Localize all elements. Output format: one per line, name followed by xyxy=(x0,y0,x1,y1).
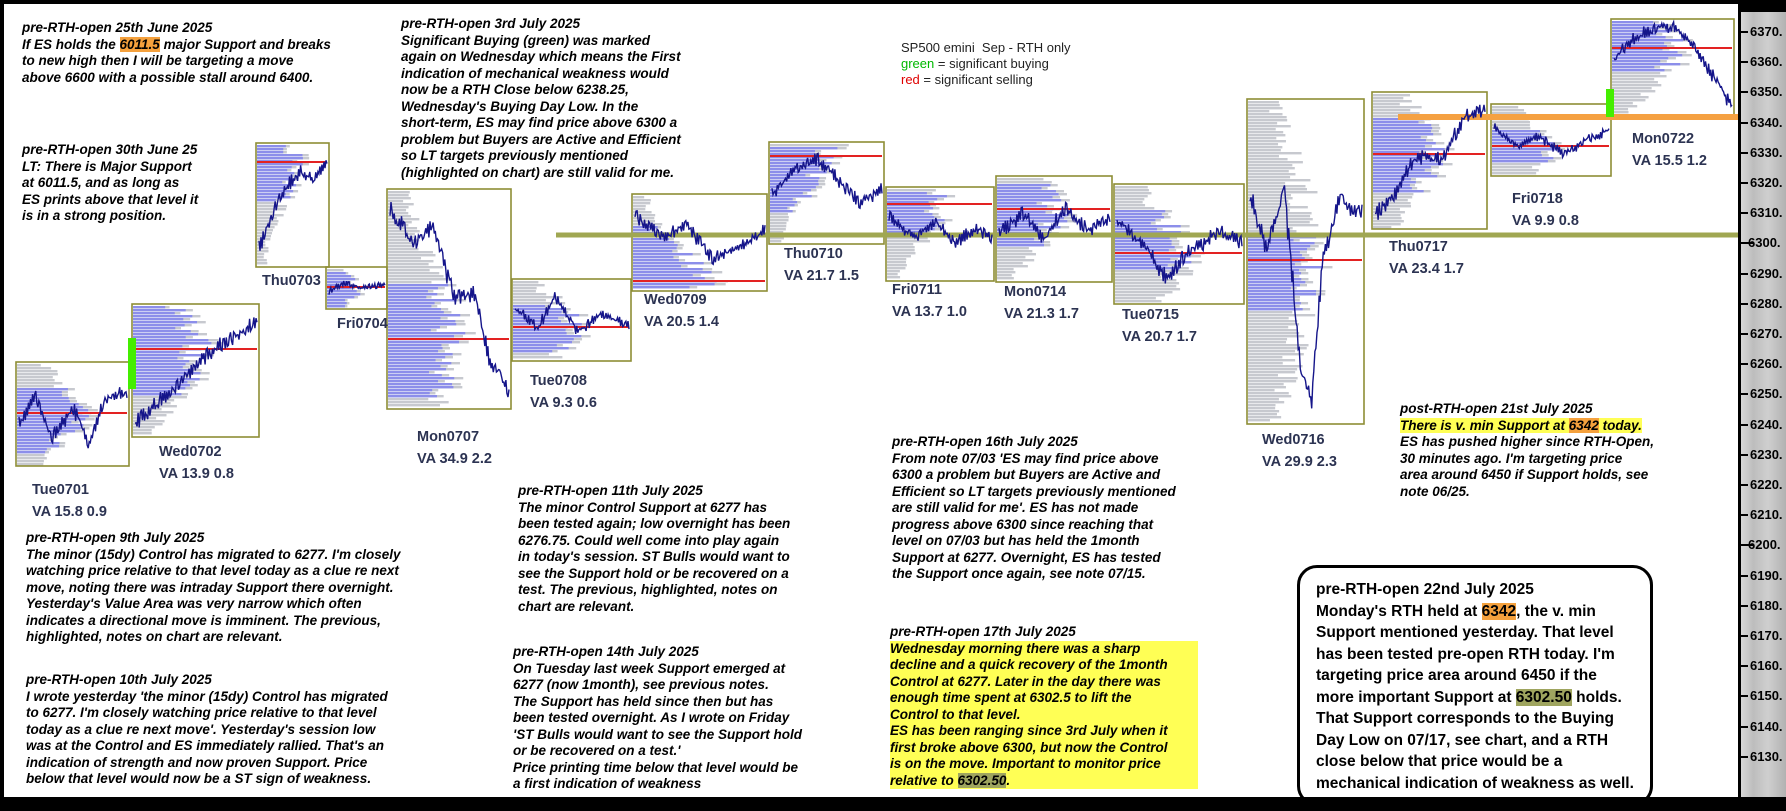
note-25-june-title: pre-RTH-open 25th June 2025 xyxy=(22,20,213,35)
day-label-Mon0722: Mon0722 xyxy=(1632,131,1695,147)
highlight-olive: 6302.50 xyxy=(1515,688,1572,706)
note-30-june-line xyxy=(22,208,198,225)
note-text: test. The previous, highlighted, notes on xyxy=(518,582,778,597)
profiles-layer xyxy=(16,19,1734,466)
note-10-july-line xyxy=(26,738,388,755)
note-text: in today's session. ST Bulls would want to xyxy=(518,549,790,564)
note-text: progress above 6300 since reaching that xyxy=(892,516,1154,532)
day-label-Tue0701: Tue0701 xyxy=(32,482,89,498)
note-11-july-line xyxy=(518,549,790,566)
note-3-july-line xyxy=(401,82,681,99)
note-22-july-line xyxy=(1316,644,1634,666)
note-11-july-line xyxy=(518,533,790,550)
tick-mark xyxy=(1741,303,1748,305)
tick-mark xyxy=(1741,454,1748,456)
note-16-july-line xyxy=(892,533,1176,550)
note-text: to 6277. I'm closely watching price relative to that level xyxy=(26,705,377,720)
note-text: below that level would now be a ST sign of weakness. xyxy=(26,771,372,786)
price-label: 6290. xyxy=(1750,265,1783,281)
note-text: Yesterday's Value Area was very narrow which often xyxy=(26,596,362,611)
note-21-july-line xyxy=(1400,467,1654,484)
note-text: mechanical indication of weakness as well. xyxy=(1316,774,1634,792)
highlight-olive: 6302.50 xyxy=(957,772,1007,788)
legend-text: = significant selling xyxy=(919,72,1033,87)
tick-mark xyxy=(1741,665,1748,667)
note-text: , the v. min xyxy=(1516,602,1596,620)
price-label: 6220. xyxy=(1750,477,1783,492)
tick-mark xyxy=(1741,273,1748,275)
note-9-july-line xyxy=(26,563,401,580)
note-text: close below that price would be a xyxy=(1316,753,1563,770)
price-label: 6320. xyxy=(1750,175,1783,190)
price-label: 6330. xyxy=(1750,144,1783,160)
tick-mark xyxy=(1741,575,1748,577)
note-11-july xyxy=(518,483,790,615)
note-9-july-title: pre-RTH-open 9th July 2025 xyxy=(26,530,205,545)
note-11-july-line xyxy=(518,566,790,583)
day-va-Tue0708: VA 9.3 0.6 xyxy=(530,395,597,411)
note-text: highlighted, notes on chart are relevant. xyxy=(26,629,283,644)
note-16-july-line xyxy=(892,451,1176,468)
price-label: 6260. xyxy=(1750,356,1783,372)
note-14-july-line xyxy=(513,694,802,711)
note-3-july-title: pre-RTH-open 3rd July 2025 xyxy=(401,16,581,31)
price-label: 6270. xyxy=(1750,326,1783,341)
day-va-Tue0715: VA 20.7 1.7 xyxy=(1122,329,1197,345)
note-11-july-line xyxy=(518,599,790,616)
note-text: area around 6450 if Support holds, see xyxy=(1400,467,1649,482)
note-text: ES prints above that level it xyxy=(22,191,199,207)
day-va-Fri0711: VA 13.7 1.0 xyxy=(892,304,967,320)
day-profile-Wed0716 xyxy=(1247,99,1364,424)
legend-term: green xyxy=(901,56,935,71)
day-label-Thu0703: Thu0703 xyxy=(262,273,321,289)
highlight-orange: 6011.5 xyxy=(119,36,160,52)
note-text: short-term, ES may find price above 6300 a xyxy=(401,115,678,130)
note-text: I wrote yesterday 'the minor (15dy) Control has migrated xyxy=(26,688,388,704)
note-22-july-title: pre-RTH-open 22nd July 2025 xyxy=(1316,581,1534,598)
price-label: 6190. xyxy=(1750,567,1783,583)
day-va-Fri0718: VA 9.9 0.8 xyxy=(1512,213,1579,229)
day-va-Thu0717: VA 23.4 1.7 xyxy=(1389,261,1464,277)
note-21-july xyxy=(1400,401,1654,500)
note-17-july-line xyxy=(890,690,1198,707)
tick-mark xyxy=(1741,424,1748,426)
note-text: Support at 6277. Overnight, ES has tested xyxy=(892,549,1161,565)
price-label: 6180. xyxy=(1750,597,1783,613)
note-text: a first indication of weakness xyxy=(513,776,702,791)
note-16-july-line xyxy=(892,467,1176,484)
day-profile-Thu0710 xyxy=(769,142,884,244)
note-text: If ES holds the xyxy=(22,36,120,52)
day-profile-Thu0703 xyxy=(256,143,329,267)
note-9-july-line xyxy=(26,613,401,630)
note-text: been tested again; low overnight has been xyxy=(518,516,791,531)
note-10-july-line xyxy=(26,771,388,788)
day-label-Tue0708: Tue0708 xyxy=(530,373,587,389)
tick-mark xyxy=(1741,605,1748,607)
note-text: From note 07/03 'ES may find price above xyxy=(892,450,1159,466)
note-text: been tested overnight. As I wrote on Friday xyxy=(513,710,790,725)
note-9-july xyxy=(26,530,401,646)
note-17-july-line xyxy=(890,723,1198,740)
note-text: major Support and breaks xyxy=(159,36,331,52)
note-text: again on Wednesday which means the First xyxy=(401,49,681,64)
note-22-july-line xyxy=(1316,601,1634,623)
note-text: On Tuesday last week Support emerged at xyxy=(513,660,786,676)
price-label: 6300. xyxy=(1748,235,1781,251)
price-axis[interactable] xyxy=(1741,4,1786,799)
day-label-Thu0710: Thu0710 xyxy=(784,246,843,262)
note-21-july-line xyxy=(1400,451,1654,468)
day-label-Fri0704: Fri0704 xyxy=(337,316,388,332)
note-10-july-line xyxy=(26,689,388,706)
note-text: or be recovered on a test.' xyxy=(513,743,681,758)
price-label: 6210. xyxy=(1750,507,1783,523)
note-text: The minor (15dy) Control has migrated to 6277. I'm closely xyxy=(26,546,401,562)
note-9-july-line xyxy=(26,629,401,646)
note-text: holds. xyxy=(1571,688,1622,706)
note-16-july-line xyxy=(892,484,1176,501)
note-30-june-title: pre-RTH-open 30th June 25 xyxy=(22,142,198,157)
note-14-july-line xyxy=(513,760,802,777)
note-text: note 06/25. xyxy=(1400,483,1470,499)
note-text: see the Support hold or be recovered on a xyxy=(518,565,789,581)
note-25-june-line xyxy=(22,53,331,70)
note-3-july-line xyxy=(401,115,681,132)
legend-item-red xyxy=(901,72,1071,88)
legend-text: = significant buying xyxy=(934,56,1049,71)
note-text: Significant Buying (green) was marked xyxy=(401,32,651,48)
price-label: 6240. xyxy=(1750,416,1783,432)
note-text: LT: There is Major Support xyxy=(22,158,192,174)
note-17-july-line xyxy=(890,641,1198,658)
price-label: 6360. xyxy=(1750,54,1783,70)
note-14-july-line xyxy=(513,743,802,760)
note-3-july-line xyxy=(401,99,681,116)
note-text: problem but Buyers are Active and Efficient xyxy=(401,131,681,147)
note-16-july-title: pre-RTH-open 16th July 2025 xyxy=(892,434,1078,449)
note-25-june-line xyxy=(22,37,331,54)
note-text: 6276.75. Could well come into play again xyxy=(518,532,780,548)
note-text: 'ST Bulls would want to see the Support hold xyxy=(513,726,802,742)
note-30-june-line xyxy=(22,192,198,209)
note-text: Wednesday's Buying Day Low. In the xyxy=(401,98,639,114)
legend-item-green xyxy=(901,56,1071,72)
legend-instrument: SP500 emini Sep - RTH only xyxy=(901,40,1071,55)
day-label-Wed0709: Wed0709 xyxy=(644,292,707,308)
note-text: That Support corresponds to the Buying xyxy=(1316,710,1614,727)
note-11-july-title: pre-RTH-open 11th July 2025 xyxy=(518,483,703,498)
note-text: Support mentioned yesterday. That level xyxy=(1316,624,1614,641)
note-text: has been tested pre-open RTH today. I'm xyxy=(1316,645,1615,663)
note-17-july-line xyxy=(890,707,1198,724)
note-17-july-highlighted-body xyxy=(890,641,1198,790)
note-17-july xyxy=(890,624,1198,789)
highlight-yellow: There is v. min Support at xyxy=(1400,417,1569,433)
note-text: more important Support at xyxy=(1316,688,1516,706)
note-3-july-line xyxy=(401,148,681,165)
day-va-Mon0722: VA 15.5 1.2 xyxy=(1632,153,1707,169)
note-30-june-line xyxy=(22,175,198,192)
day-label-Wed0716: Wed0716 xyxy=(1262,432,1325,448)
note-text: today as a clue re next move'. Yesterday's session low xyxy=(26,721,376,737)
note-text: relative to xyxy=(890,772,958,788)
price-label: 6280. xyxy=(1750,295,1783,311)
note-22-july-line xyxy=(1316,708,1634,730)
note-14-july-title: pre-RTH-open 14th July 2025 xyxy=(513,644,699,659)
note-text: ES has been ranging since 3rd July when it xyxy=(890,723,1168,738)
frame-border-bottom xyxy=(4,797,1786,811)
note-3-july xyxy=(401,16,681,181)
note-11-july-line xyxy=(518,582,790,599)
price-label: 6200. xyxy=(1748,537,1781,553)
note-text: indication of mechanical weakness would xyxy=(401,65,669,81)
tick-mark xyxy=(1741,152,1748,154)
tick-mark xyxy=(1741,182,1748,184)
day-va-Mon0714: VA 21.3 1.7 xyxy=(1004,306,1079,322)
note-text: The Support has held since then but has xyxy=(513,693,774,709)
tick-mark xyxy=(1741,635,1748,637)
note-16-july-line xyxy=(892,550,1176,567)
note-17-july-line xyxy=(890,657,1198,674)
day-label-Mon0707: Mon0707 xyxy=(417,429,480,445)
note-14-july-line xyxy=(513,710,802,727)
price-label: 6150. xyxy=(1750,688,1783,704)
note-22-july-line xyxy=(1316,665,1634,687)
note-22-july-line xyxy=(1316,622,1634,644)
note-25-june xyxy=(22,20,331,86)
note-text: the Support once again, see note 07/15. xyxy=(892,566,1146,581)
note-text: (highlighted on chart) are still valid for me. xyxy=(401,164,675,180)
note-text: Price printing time below that level would be xyxy=(513,759,799,775)
price-label: 6160. xyxy=(1750,658,1783,674)
price-label: 6230. xyxy=(1750,446,1783,462)
note-3-july-line xyxy=(401,132,681,149)
day-profile-Tue0715 xyxy=(1114,184,1244,304)
significant-buying-mark-Wed0702 xyxy=(128,338,136,389)
note-text: Control at 6277. Later in the day there was xyxy=(890,673,1161,689)
note-14-july-line xyxy=(513,661,802,678)
note-10-july-line xyxy=(26,755,388,772)
note-16-july-line xyxy=(892,566,1176,583)
note-21-july-line xyxy=(1400,484,1654,501)
day-profile-Thu0717 xyxy=(1372,92,1487,229)
highlight-orange: 6342 xyxy=(1481,602,1517,620)
note-text: 6300 a problem but Buyers are Active and xyxy=(892,467,1161,482)
highlight-orange: 6342 xyxy=(1568,417,1599,433)
note-17-july-line xyxy=(890,674,1198,691)
tick-mark xyxy=(1741,756,1748,758)
day-va-Wed0709: VA 20.5 1.4 xyxy=(644,314,719,330)
note-text: decline and a quick recovery of the 1month xyxy=(890,657,1168,672)
chart-legend xyxy=(901,40,1071,88)
price-label: 6250. xyxy=(1750,386,1783,402)
note-17-july-line xyxy=(890,756,1198,773)
note-text: Day Low on 07/17, see chart, and a RTH xyxy=(1316,731,1609,749)
note-text: indicates a directional move is imminent. The previous, xyxy=(26,612,381,628)
note-17-july-line xyxy=(890,740,1198,757)
note-9-july-line xyxy=(26,580,401,597)
price-label: 6340. xyxy=(1750,114,1783,130)
note-text: is on the move. Important to monitor price xyxy=(890,756,1161,771)
note-10-july-title: pre-RTH-open 10th July 2025 xyxy=(26,672,212,687)
note-text: Control to that level. xyxy=(890,706,1021,722)
note-3-july-line xyxy=(401,165,681,182)
day-profile-Mon0707 xyxy=(387,189,511,409)
note-25-june-line xyxy=(22,70,331,87)
tick-mark xyxy=(1741,333,1748,335)
note-22-july-line xyxy=(1316,773,1634,795)
tick-mark xyxy=(1741,91,1748,93)
note-11-july-line xyxy=(518,500,790,517)
note-10-july xyxy=(26,672,388,788)
note-text: enough time spent at 6302.5 to lift the xyxy=(890,690,1132,705)
tick-mark xyxy=(1741,212,1748,214)
price-label: 6370. xyxy=(1750,24,1783,39)
day-va-Wed0716: VA 29.9 2.3 xyxy=(1262,454,1337,470)
note-14-july-line xyxy=(513,677,802,694)
note-21-july-title: post-RTH-open 21st July 2025 xyxy=(1400,401,1593,416)
note-30-june-line xyxy=(22,159,198,176)
day-va-Tue0701: VA 15.8 0.9 xyxy=(32,504,107,520)
note-text: Wednesday morning there was a sharp xyxy=(890,640,1141,656)
note-14-july-line xyxy=(513,776,802,793)
note-text: Monday's RTH held at xyxy=(1316,602,1482,620)
day-label-Thu0717: Thu0717 xyxy=(1389,239,1448,255)
day-label-Mon0714: Mon0714 xyxy=(1004,284,1067,300)
significant-buying-mark-Mon0722 xyxy=(1606,89,1614,117)
legend-term: red xyxy=(901,72,920,87)
tick-mark xyxy=(1741,484,1748,486)
note-text: ES has pushed higher since RTH-Open, xyxy=(1400,434,1655,449)
note-14-july xyxy=(513,644,802,793)
day-profile-Mon0714 xyxy=(996,176,1112,282)
note-21-july-line xyxy=(1400,418,1654,435)
price-label: 6310. xyxy=(1750,205,1783,221)
note-text: are still valid for me'. ES has not made xyxy=(892,500,1139,515)
note-text: at 6011.5, and as long as xyxy=(22,175,180,190)
note-text: above 6600 with a possible stall around 6400. xyxy=(22,69,314,85)
price-label: 6350. xyxy=(1750,84,1783,100)
note-22-july-line xyxy=(1316,751,1634,773)
note-text: to new high then I will be targeting a move xyxy=(22,53,294,68)
note-3-july-line xyxy=(401,33,681,50)
note-11-july-line xyxy=(518,516,790,533)
note-text: . xyxy=(1006,772,1011,788)
note-10-july-line xyxy=(26,705,388,722)
day-va-Mon0707: VA 34.9 2.2 xyxy=(417,451,492,467)
highlight-yellow: today. xyxy=(1598,417,1642,433)
note-21-july-line xyxy=(1400,434,1654,451)
note-text: targeting price area around 6450 if the xyxy=(1316,667,1597,684)
note-text: is in a strong position. xyxy=(22,208,167,223)
note-text: move, noting there was intraday Support there overnight. xyxy=(26,579,394,595)
day-label-Fri0711: Fri0711 xyxy=(892,282,942,298)
note-text: Efficient so LT targets previously mentioned xyxy=(892,483,1176,499)
note-9-july-line xyxy=(26,547,401,564)
note-16-july-line xyxy=(892,517,1176,534)
note-text: was at the Control and ES immediately rallied. That's an xyxy=(26,738,385,753)
tick-mark xyxy=(1741,695,1748,697)
tick-mark xyxy=(1741,31,1748,33)
day-va-Wed0702: VA 13.9 0.8 xyxy=(159,466,234,482)
price-label: 6170. xyxy=(1750,628,1783,643)
tick-mark xyxy=(1741,514,1748,516)
note-text: now be a RTH Close below 6238.25, xyxy=(401,82,629,97)
note-3-july-line xyxy=(401,49,681,66)
note-22-july xyxy=(1297,565,1653,806)
day-label-Fri0718: Fri0718 xyxy=(1512,191,1563,207)
tick-mark xyxy=(1741,393,1748,395)
note-9-july-line xyxy=(26,596,401,613)
tick-mark xyxy=(1741,122,1748,124)
note-16-july xyxy=(892,434,1176,583)
note-text: The minor Control Support at 6277 has xyxy=(518,499,768,515)
price-label: 6140. xyxy=(1750,718,1783,734)
note-22-july-line xyxy=(1316,730,1634,752)
note-22-july-line xyxy=(1316,687,1634,709)
note-14-july-line xyxy=(513,727,802,744)
note-text: first broke above 6300, but now the Control xyxy=(890,739,1168,755)
day-profile-Mon0722 xyxy=(1611,19,1734,116)
note-text: level on 07/03 but has held the 1month xyxy=(892,533,1140,548)
day-va-Thu0710: VA 21.7 1.5 xyxy=(784,268,859,284)
note-3-july-line xyxy=(401,66,681,83)
day-label-Wed0702: Wed0702 xyxy=(159,444,222,460)
note-text: 6277 (now 1month), see previous notes. xyxy=(513,677,769,692)
note-30-june xyxy=(22,142,198,225)
note-text: 30 minutes ago. I'm targeting price xyxy=(1400,450,1623,466)
note-text: indication of strength and now proven Support. Price xyxy=(26,754,368,770)
price-label: 6130. xyxy=(1750,748,1783,764)
day-label-Tue0715: Tue0715 xyxy=(1122,307,1179,323)
tick-mark xyxy=(1741,363,1748,365)
note-10-july-line xyxy=(26,722,388,739)
note-text: chart are relevant. xyxy=(518,598,635,614)
note-16-july-line xyxy=(892,500,1176,517)
note-17-july-title: pre-RTH-open 17th July 2025 xyxy=(890,624,1076,639)
note-17-july-line xyxy=(890,773,1198,790)
note-text: watching price relative to that level today as a clue re next xyxy=(26,563,399,578)
note-text: so LT targets previously mentioned xyxy=(401,148,629,163)
tick-mark xyxy=(1741,726,1748,728)
tick-mark xyxy=(1741,61,1748,63)
